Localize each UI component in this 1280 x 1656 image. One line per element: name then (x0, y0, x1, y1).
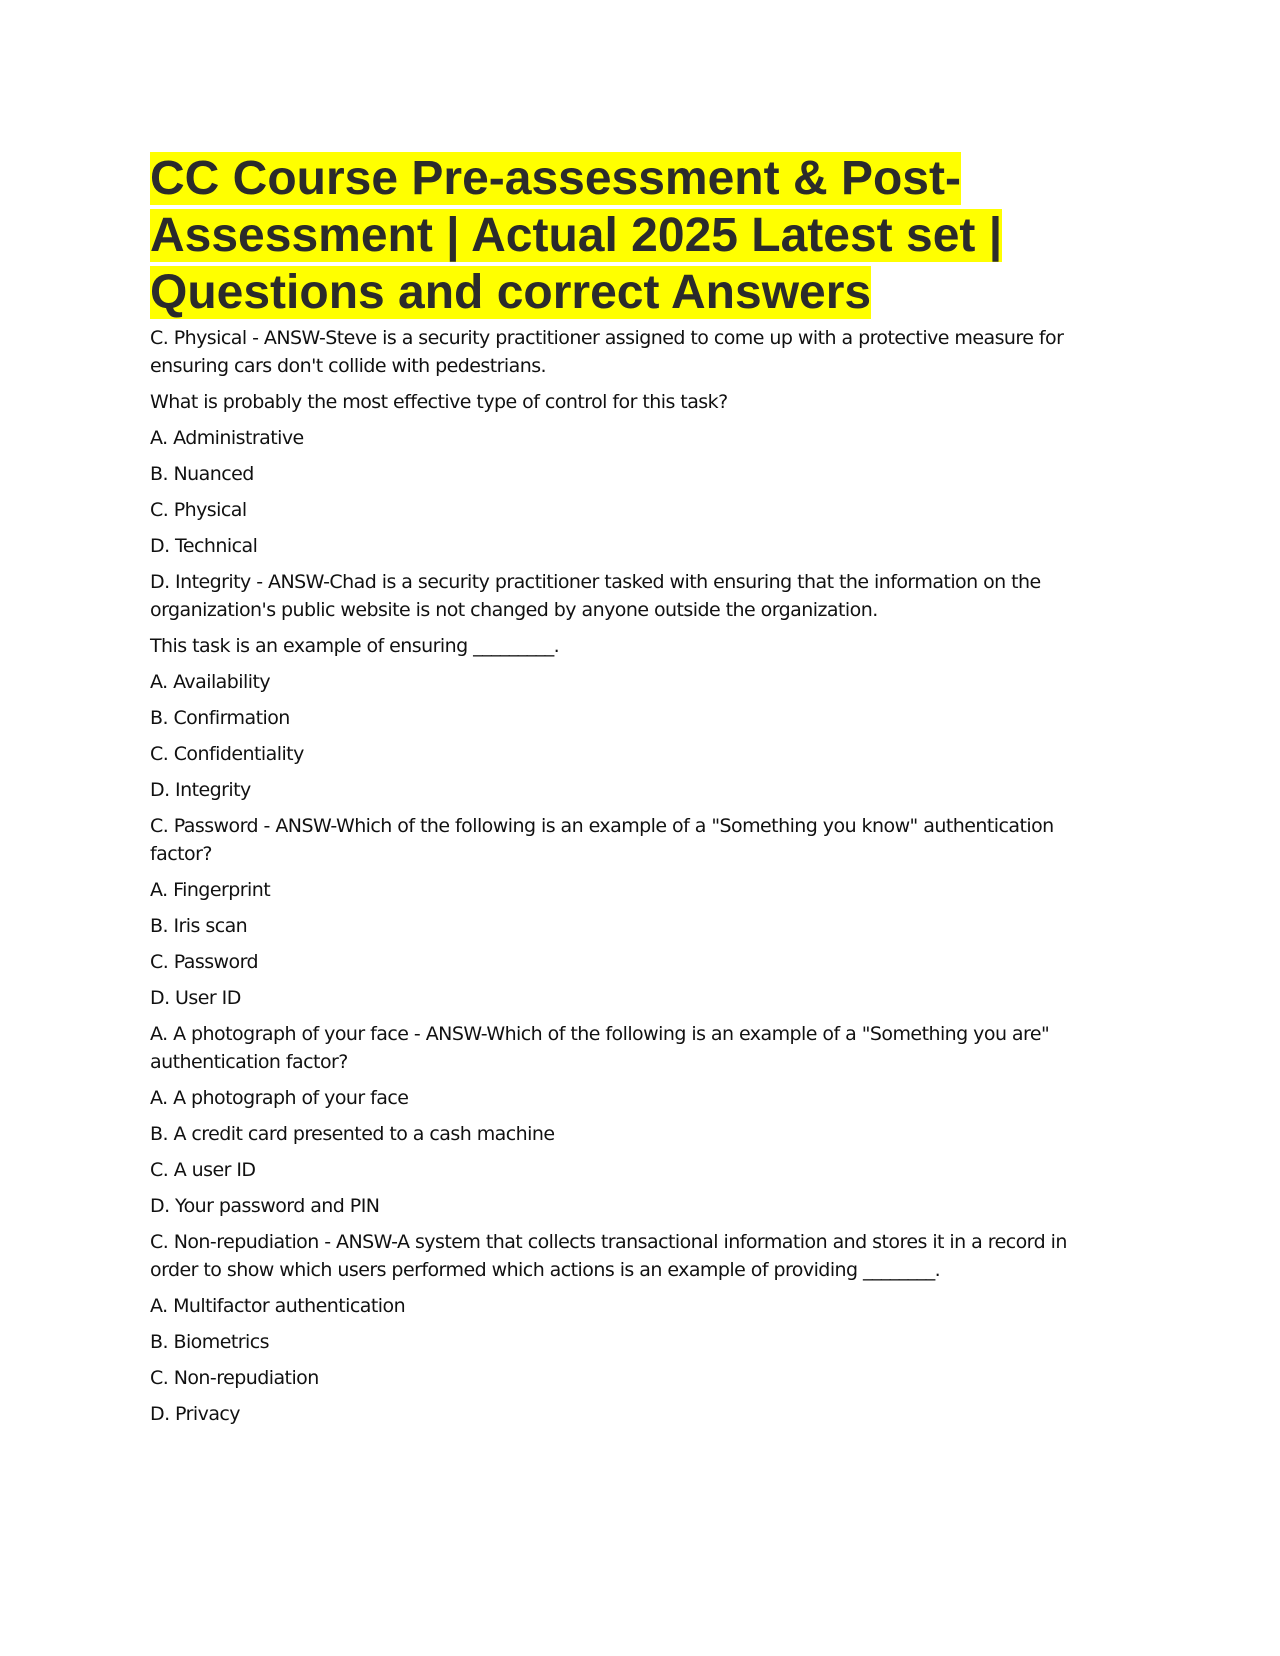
option-line: A. Fingerprint (150, 879, 271, 901)
option-line: D. User ID (150, 987, 241, 1009)
answer-line: C. Non-repudiation - ANSW-A system that collects transactional information and stores it in a record in order to show which users performed which actions is an example of providing ________. (150, 1231, 1067, 1281)
option-line: A. Multifactor authentication (150, 1295, 406, 1317)
option-line: A. Administrative (150, 427, 304, 449)
option-line: D. Your password and PIN (150, 1195, 380, 1217)
option-line: C. Password (150, 951, 259, 973)
option-line: B. Nuanced (150, 463, 254, 485)
answer-line: C. Password - ANSW-Which of the following is an example of a "Something you know" authentication factor? (150, 815, 1054, 865)
answer-line: A. A photograph of your face - ANSW-Which of the following is an example of a "Something you are" authentication factor? (150, 1023, 1050, 1073)
option-line: C. Non-repudiation (150, 1367, 319, 1389)
option-line: C. A user ID (150, 1159, 256, 1181)
option-line: D. Privacy (150, 1403, 241, 1425)
document-page (150, 150, 1110, 1436)
option-line: D. Integrity (150, 779, 251, 801)
option-line: D. Technical (150, 535, 258, 557)
option-line: C. Confidentiality (150, 743, 304, 765)
document-body (150, 324, 1110, 1428)
question-line: This task is an example of ensuring _________. (150, 635, 560, 657)
question-line: What is probably the most effective type of control for this task? (150, 391, 728, 413)
option-line: A. Availability (150, 671, 271, 693)
option-line: A. A photograph of your face (150, 1087, 409, 1109)
answer-line: C. Physical - ANSW-Steve is a security practitioner assigned to come up with a protective measure for ensuring cars don't collide with pedestrians. (150, 327, 1064, 377)
option-line: B. Iris scan (150, 915, 248, 937)
option-line: B. A credit card presented to a cash machine (150, 1123, 555, 1145)
option-line: B. Biometrics (150, 1331, 269, 1353)
answer-line: D. Integrity - ANSW-Chad is a security practitioner tasked with ensuring that the information on the organization's public website is not changed by anyone outside the organization. (150, 571, 1041, 621)
option-line: C. Physical (150, 499, 247, 521)
document-title (150, 150, 1110, 321)
option-line: B. Confirmation (150, 707, 290, 729)
title-highlight: CC Course Pre-assessment & Post-Assessment | Actual 2025 Latest set | Questions and correct Answers (150, 152, 1003, 319)
